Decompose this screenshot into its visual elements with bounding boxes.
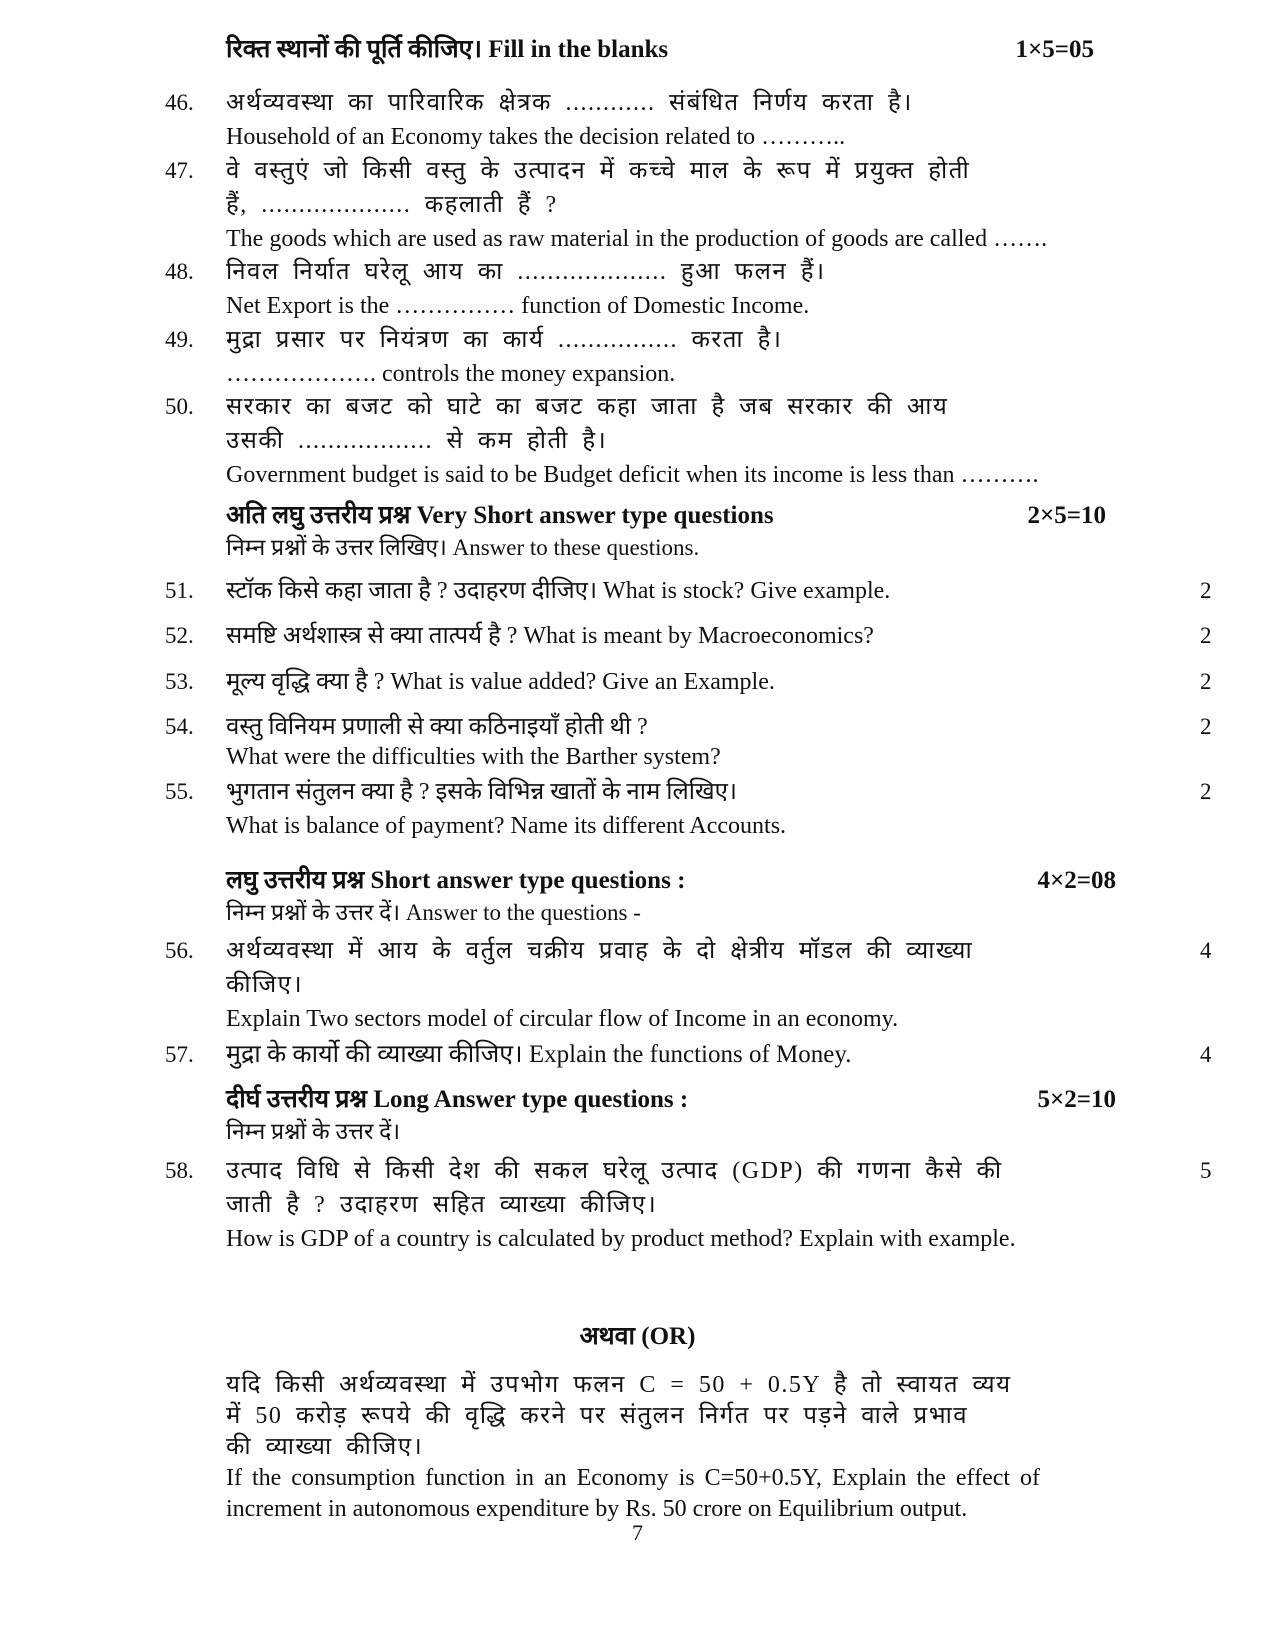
question-text-hindi-cont: जाती है ? उदाहरण सहित व्याख्या कीजिए। [226, 1192, 658, 1218]
section-marks: 4×2=08 [1037, 867, 1116, 894]
question-number: 56. [165, 938, 194, 963]
question-text-hindi: अर्थव्यवस्था में आय के वर्तुल चक्रीय प्रवाह के दो क्षेत्रीय मॉडल की व्याख्या [226, 938, 974, 964]
question-text-hindi-cont: कीजिए। [226, 972, 304, 998]
question-marks: 2 [1200, 714, 1212, 739]
question-number: 58. [165, 1158, 194, 1183]
or-question [226, 1370, 1166, 1525]
question-number: 55. [165, 779, 194, 804]
question-text-english: ………………. controls the money expansion. [226, 361, 676, 387]
question-text-english: Net Export is the …………… function of Domestic Income. [226, 293, 810, 319]
question-number: 53. [165, 669, 194, 694]
question-number: 47. [165, 158, 194, 183]
or-label: अथवा (OR) [579, 1323, 696, 1350]
question-number: 52. [165, 623, 194, 648]
question-text-hindi: भुगतान संतुलन क्या है ? इसके विभिन्न खातों के नाम लिखिए। [226, 779, 738, 805]
question-text-english: How is GDP of a country is calculated by product method? Explain with example. [226, 1226, 1016, 1252]
question-marks: 2 [1200, 669, 1212, 694]
section-instruction: निम्न प्रश्नों के उत्तर लिखिए। Answer to these questions. [226, 535, 700, 560]
question-marks: 4 [1200, 1042, 1212, 1067]
question-text-hindi: अर्थव्यवस्था का पारिवारिक क्षेत्रक ............ संबंधित निर्णय करता है। [226, 90, 913, 116]
question-text-hindi: उत्पाद विधि से किसी देश की सकल घरेलू उत्पाद (GDP) की गणना कैसे की [226, 1158, 1003, 1184]
question-text-hindi: वस्तु विनियम प्रणाली से क्या कठिनाइयाँ होती थी ? [226, 714, 648, 740]
question-marks: 5 [1200, 1158, 1212, 1183]
or-question-english: If the consumption function in an Economy is C=50+0.5Y, Explain the effect of [226, 1465, 1041, 1491]
question-text-english: Household of an Economy takes the decision related to ……….. [226, 124, 846, 150]
question-text: स्टॉक किसे कहा जाता है ? उदाहरण दीजिए। What is stock? Give example. [226, 578, 891, 604]
section-title: दीर्घ उत्तरीय प्रश्न Long Answer type questions : [226, 1086, 689, 1113]
question-text-hindi-cont: हैं, .................... कहलाती हैं ? [226, 192, 558, 218]
section-instruction: निम्न प्रश्नों के उत्तर दें। Answer to the questions - [226, 900, 641, 925]
or-question-hindi-cont: में 50 करोड़ रूपये की वृद्धि करने पर संतुलन निर्गत पर पड़ने वाले प्रभाव [226, 1403, 969, 1429]
question-text: मूल्य वृद्धि क्या है ? What is value added? Give an Example. [226, 669, 775, 695]
question-number: 46. [165, 90, 194, 115]
question-text-hindi: निवल निर्यात घरेलू आय का .................... हुआ फलन हैं। [226, 259, 826, 285]
question-text: मुद्रा के कार्यो की व्याख्या कीजिए। Explain the functions of Money. [226, 1041, 852, 1068]
section-title: लघु उत्तरीय प्रश्न Short answer type questions : [226, 867, 686, 894]
question-number: 49. [165, 327, 194, 352]
question-text-hindi: मुद्रा प्रसार पर नियंत्रण का कार्य ................ करता है। [226, 327, 783, 353]
question-text-hindi: वे वस्तुएं जो किसी वस्तु के उत्पादन में कच्चे माल के रूप में प्रयुक्त होती [226, 158, 971, 184]
question-marks: 4 [1200, 938, 1212, 963]
question-text-english: What is balance of payment? Name its different Accounts. [226, 813, 787, 839]
or-question-hindi-cont: की व्याख्या कीजिए। [226, 1434, 424, 1460]
question-number: 57. [165, 1042, 194, 1067]
section-marks: 2×5=10 [1027, 502, 1106, 529]
question-number: 48. [165, 259, 194, 284]
question-text-hindi-cont: उसकी .................. से कम होती है। [226, 428, 608, 454]
question-text: समष्टि अर्थशास्त्र से क्या तात्पर्य है ? What is meant by Macroeconomics? [226, 623, 874, 649]
question-marks: 2 [1200, 623, 1212, 648]
question-text-english: Government budget is said to be Budget deficit when its income is less than ………. [226, 462, 1039, 488]
section-instruction: निम्न प्रश्नों के उत्तर दें। [226, 1119, 401, 1144]
section-long [226, 1084, 1146, 1148]
section-title: रिक्त स्थानों की पूर्ति कीजिए। Fill in the blanks [226, 36, 669, 63]
or-question-hindi: यदि किसी अर्थव्यवस्था में उपभोग फलन C = 50 + 0.5Y है तो स्वायत व्यय [226, 1372, 1012, 1398]
question-number: 54. [165, 714, 194, 739]
section-marks: 1×5=05 [1015, 36, 1094, 63]
question-number: 50. [165, 394, 194, 419]
question-text-hindi: सरकार का बजट को घाटे का बजट कहा जाता है जब सरकार की आय [226, 394, 949, 420]
or-question-english-cont: increment in autonomous expenditure by Rs. 50 crore on Equilibrium output. [226, 1496, 968, 1522]
page-number: 7 [632, 1520, 643, 1545]
question-text-english: Explain Two sectors model of circular flow of Income in an economy. [226, 1006, 899, 1032]
question-text-english: The goods which are used as raw material in the production of goods are called ……. [226, 226, 1048, 252]
question-marks: 2 [1200, 578, 1212, 603]
section-marks: 5×2=10 [1037, 1086, 1116, 1113]
question-text-english: What were the difficulties with the Barther system? [226, 744, 721, 770]
section-fill-blanks [226, 34, 1146, 66]
section-short [226, 865, 1146, 929]
section-very-short [226, 500, 1146, 564]
question-number: 51. [165, 578, 194, 603]
section-title: अति लघु उत्तरीय प्रश्न Very Short answer type questions [226, 502, 774, 529]
question-marks: 2 [1200, 779, 1212, 804]
